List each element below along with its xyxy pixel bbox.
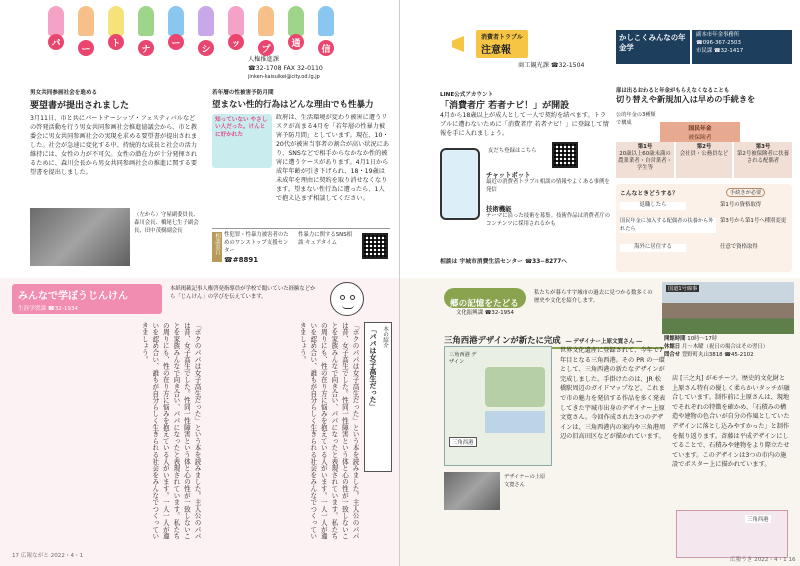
feature-title: チャットボット <box>486 171 531 179</box>
section-intro: 本紙掲載記事人権啓発指導員が学校で聞いていた経験などから「じんけん」の学びを伝えています。 <box>170 286 316 300</box>
book-title-box <box>364 322 392 472</box>
partnership-banner <box>28 0 388 86</box>
memory-byline: ― デザイナー上原文寛さん ― <box>565 339 642 345</box>
banner-dept: 人権推進課 <box>248 56 279 63</box>
memory-tel: ☎32-1954 <box>484 310 514 316</box>
pension-title: 切り替えや新規加入は早めの手続きを <box>616 94 756 104</box>
book-title: 「パパは女子高生だった」 <box>369 326 377 410</box>
banner-char: シ <box>198 40 214 56</box>
tier-1 <box>616 142 674 178</box>
pension-contact <box>692 30 792 64</box>
designer-photo <box>444 472 500 510</box>
article-body: 政府は、生活環境が変わり被害に遭うリスクが高まる4月を「若年層の性暴力被害予防月間」としています。現在、10・20代が被害当事者の割合が高い状況にあり、SNSなどで相手からなかなか性的被害に遭うケースがあります。4月1日から成年年齢が引き下げられ、18・19歳は未成年を理由に契約を取り消せなくなります。望まない性行為に遭ったら、1人で抱え込まず相談してください。 <box>276 114 390 202</box>
consumer-dept: 商工観光課 <box>518 62 549 69</box>
info-time: 10時～17時 <box>687 336 718 342</box>
info-time-label: 開館時間 <box>664 336 686 342</box>
memory-contact <box>456 310 514 318</box>
pension-dept1-tel: ☎096-367-2503 <box>696 39 741 46</box>
faq-row-2-action: 第3号から第1号へ種別変更 <box>720 218 787 224</box>
pension-section <box>616 30 792 274</box>
memory-body-left: 世界文化遺産に登録されて、今年で7年目となる三角西港。その PR の一環として、三角西港の新たなデザインが完成しました。手掛けたのは、JR 松橋駅周辺のガイドマップなど、これまで市の魅力を発信する作品を多く発表してきた宇城市出身のデザイナー上原文寛さん。今回作成された3つのデザインは、三角西港内の案内や三角港周辺の旧高田区などが描かれています。 <box>560 347 666 441</box>
tier-3-label: 第3号 <box>755 144 771 150</box>
map-label: 三角西港 <box>449 437 477 447</box>
pension-dept1: 副本市年金事務所 <box>696 32 740 38</box>
info-tel-label: 問合せ <box>664 351 681 358</box>
page-footer <box>730 556 796 564</box>
tier-2-label: 第2号 <box>696 144 712 150</box>
section-tel: ☎32-1934 <box>47 306 79 312</box>
article-title: 望まない性的行為はどんな理由でも性暴力 <box>212 100 374 110</box>
consult-1-name: 性犯罪・性暴力被害者のためのワンストップ支援センター <box>224 232 289 254</box>
banner-email: jinken-kaisuikei@city.od.lg.jp <box>248 73 320 80</box>
banner-char: 信 <box>318 40 334 56</box>
designer-caption: デザイナーの上原文寛さん <box>504 474 546 488</box>
phone-mockup <box>440 148 480 220</box>
info-close: 月～木曜（祝日の場合はその翌日） <box>681 343 769 350</box>
consumer-badge-line2: 注意報 <box>481 45 511 56</box>
consult-1-tel: ☎#8891 <box>224 256 259 265</box>
pension-faq <box>616 184 792 272</box>
museum-photo <box>662 282 794 334</box>
footer-publication: 広報ながと 2022・4・1 <box>20 553 84 559</box>
memory-body-right: 店 [三之丸] がモチーフ。歴史的文化財と上原さん特有の優しく柔らかいタッチが融合しています。制作前に上原さんは、現地でそれぞれの特徴を確かめ、「石積みの構造や建物の色合いが自分の作風としていたデザインに落とし込みやすかった」と制作を振り返ります。斉藤は平成デザインにしてることで、石積みや建物をより際立たせています。このデザインは3つの市内の施設でポスター上に描かれています。 <box>672 375 790 469</box>
tier-1-label: 第1号 <box>637 144 653 150</box>
museum-photo-label: 国道1号線事 <box>668 286 698 292</box>
awareness-poster <box>212 114 272 168</box>
info-tel: 豊野町丸山3818 ☎45-2102 <box>681 351 754 358</box>
qr-code[interactable] <box>552 142 578 168</box>
faq-row-3-action: 任意で資格取得 <box>720 244 758 250</box>
faq-row-1-action: 第1号の資格取得 <box>720 202 762 208</box>
consumer-footer: 相談は 宇城市消費生活センター ☎33−8277へ <box>440 259 568 265</box>
article-kicker: 若年層の性被害予防月間 <box>212 90 274 96</box>
pension-header-title: かしこくみんなの年金学 <box>619 33 686 52</box>
consumer-kicker: LINE公式アカウント <box>440 92 494 98</box>
pension-chart-title: 公的年金の3種類で構成 <box>616 112 656 126</box>
stamp-illustration <box>676 510 788 558</box>
footer-publication: 広報うき 2022・4・1 <box>730 557 787 563</box>
tier-3-desc: 第2号被保険者に扶養される配偶者 <box>737 151 789 165</box>
banner-char: ー <box>168 34 184 50</box>
article-title: 要望書が提出されました <box>30 101 130 111</box>
consumer-badge <box>476 30 528 58</box>
page-number: 17 <box>12 553 20 559</box>
section-header <box>12 284 162 314</box>
writer-avatar <box>330 282 364 316</box>
page-number: 16 <box>788 557 796 563</box>
article-requests <box>30 88 200 264</box>
consult-box <box>212 228 390 264</box>
banner-char: 通 <box>288 34 304 50</box>
memory-section <box>400 278 800 566</box>
stamp-label: 三角西港 <box>747 517 769 523</box>
right-page <box>400 0 800 566</box>
column-body-right: 「ボクのパパは女子高生だった」という本を読みました。主人公のパパは昔、女子高生でした。性同一性障害という体と心の性が一致しないことを家族みんなで向き合い、パパになったと表現されています。私たちの周りにも、性の在り方に悩みを抱えている人がいます。一人一人が違いを認め合い、誰もが自分らしく生きられる社会をみんなでつくっていきましょう。 <box>298 322 359 540</box>
feature-title: 技術機能 <box>486 205 512 213</box>
banner-fax: FAX 32-0110 <box>283 64 323 72</box>
faq-row-2-case: 国民年金に加入する配偶者の扶養から外れたら <box>620 218 716 233</box>
pension-dept2: 市民課 <box>696 47 713 54</box>
faq-row-3-case: 海外に居住する <box>620 244 686 252</box>
memory-title: 郷の記憶をたどる <box>450 299 519 309</box>
consumer-contact <box>518 62 584 71</box>
megaphone-icon <box>452 36 472 52</box>
column-body-left: 「ボクのパパは女子高生だった」という本を読みました。主人公のパパは昔、女子高生でした。性同一性障害という体と心の性が一致しないことを家族みんなで向き合い、パパになったと表現されています。私たちの周りにも、性の在り方に悩みを抱えている人がいます。一人一人が違いを認め合い、誰もが自分らしく生きられる社会をみんなでつくっていきましょう。 <box>140 322 201 540</box>
memory-headline: 三角西港デザインが新たに完成 <box>444 335 561 345</box>
banner-char: ト <box>108 34 124 50</box>
banner-contact <box>248 56 388 81</box>
poster-text: 知っていない やさしい人だった。けんとに好かれた <box>215 117 268 138</box>
banner-char: プ <box>258 40 274 56</box>
memory-dept: 文化振興課 <box>456 310 483 316</box>
tier-1-desc: 20歳以上60歳未満の農業業者・自営業者・学生等 <box>618 151 672 172</box>
faq-label: 手続きが必要 <box>726 188 765 197</box>
museum-info <box>664 336 796 359</box>
page-footer <box>12 552 83 560</box>
pension-dept2-tel: ☎32-1417 <box>713 47 744 54</box>
tier-3 <box>734 142 792 178</box>
consumer-title: 「消費者庁 若者ナビ！」が開設 <box>440 101 570 111</box>
info-close-label: 休館日 <box>664 343 681 350</box>
pension-head-label: 国民年金 <box>688 126 712 132</box>
banner-char: ナ <box>138 40 154 56</box>
memory-title-box <box>444 288 526 308</box>
consult-1 <box>224 232 292 266</box>
section-title: みんなで学ぼうじんけん <box>18 291 128 302</box>
article-sexual-violence <box>212 88 390 264</box>
illust-label: 三角西港 デザイン <box>449 352 477 365</box>
consumer-tel: ☎32-1504 <box>550 62 585 69</box>
port-illustration <box>444 346 552 466</box>
article-body: 3月11日、市と共にパートナーシップ・フェスティバルなどの啓発活動を行う男女共同参画社会推進協議会から、市と教委会に男女共同参画社会の実現を求める要望書が提出されました。社会が急速に変化する中、持続的な成長と社会の活力維持には、女性の力が不可欠。女性の潜在力が十分発揮されるために、森川会長から男女共同参画社会の推進に関する要望書を提出しました。 <box>30 115 198 176</box>
feature-desc: テーマに沿った技術を募集。技術作品は消費者庁のコンテンツに採用されるかも <box>486 213 610 227</box>
tier-2 <box>676 142 732 178</box>
consumer-body: 4月から18歳以上が成人として一人で契約を結べます。トラブルに遭わないために「消費者庁 若者ナビ！」に登録して情報を手に入れましょう。 <box>440 112 609 137</box>
photo-caption: （左から）守屋副委員長、森川会長、橋尾七生子副会長、田中茂樹副会長 <box>134 212 199 234</box>
faq-row-1-case: 退職したら <box>620 202 686 210</box>
pension-header <box>616 30 690 64</box>
tech-feature <box>486 204 610 229</box>
section-dept: 生涯学習課 <box>18 306 46 312</box>
pension-kicker: 扉は出るおわると年金がもらえなくなることも <box>616 88 730 94</box>
article-kicker: 男女共同参画社会を進める <box>30 90 98 96</box>
memory-intro: 私たちが暮らす宇城市の過去に見つかる数多くの歴史や文化を紹介します。 <box>534 290 653 304</box>
pension-sub-head: 被保険者 <box>688 135 712 141</box>
banner-char: ッ <box>228 34 244 50</box>
consult-label: 相談窓口 <box>212 232 222 262</box>
consult-2: 性暴力に関するSNS相談 キュアタイム <box>298 232 353 246</box>
pension-tier-header <box>660 122 740 142</box>
group-photo <box>30 208 130 266</box>
friend-label: 友だち登録はこちら <box>488 148 537 154</box>
consumer-badge-line1: 消費者トラブル <box>481 34 523 41</box>
faq-question: こんなときどうする？ <box>620 191 678 197</box>
consumer-section <box>440 0 610 278</box>
human-rights-section <box>0 278 400 566</box>
chatbot-feature <box>486 170 610 195</box>
column-heading: 本の紹介 <box>382 326 388 349</box>
banner-char: パ <box>48 34 64 50</box>
feature-desc: 最近の消費者トラブル相談の情報やよくある事例を発信 <box>486 179 610 193</box>
banner-char: ー <box>78 40 94 56</box>
qr-code[interactable] <box>362 233 388 259</box>
banner-tel: ☎32-1708 <box>248 64 282 72</box>
tier-2-desc: 会社員・公務員など <box>679 151 729 158</box>
